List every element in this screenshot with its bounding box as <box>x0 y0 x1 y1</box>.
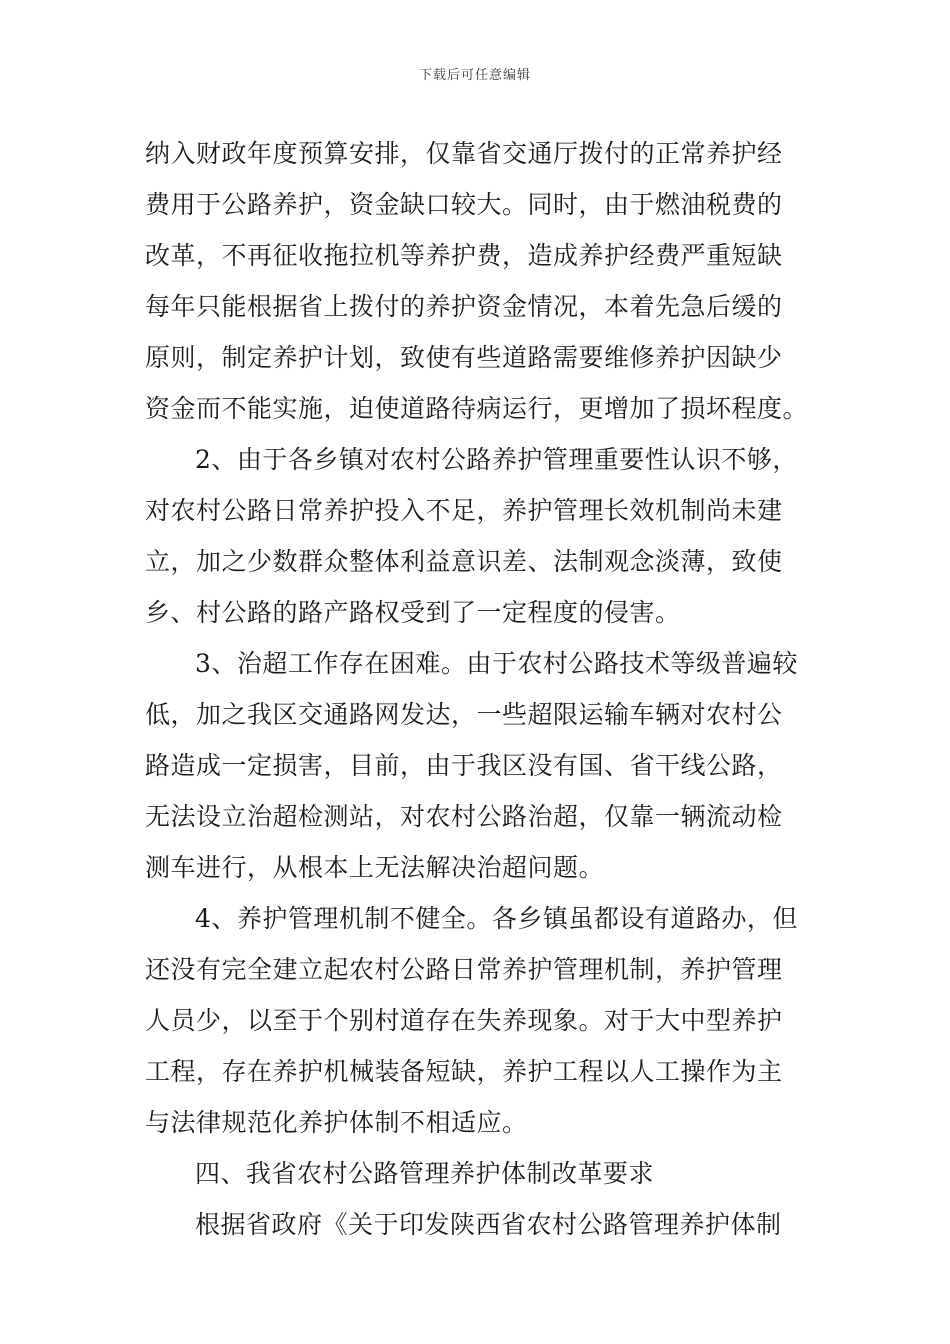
text-line: 乡、村公路的路产路权受到了一定程度的侵害。 <box>145 598 681 627</box>
text-line: 与法律规范化养护体制不相适应。 <box>145 1108 528 1137</box>
text-line: 还没有完全建立起农村公路日常养护管理机制，养护管理 <box>145 955 783 984</box>
text-line: 路造成一定损害，目前，由于我区没有国、省干线公路， <box>145 751 783 780</box>
page-header: 下载后可任意编辑 <box>418 68 531 83</box>
text-line: 低，加之我区交通路网发达，一些超限运输车辆对农村公 <box>145 700 783 729</box>
text-line: 立，加之少数群众整体利益意识差、法制观念淡薄，致使 <box>145 547 783 576</box>
text-line: 3、治超工作存在困难。由于农村公路技术等级普遍较 <box>195 649 798 678</box>
text-line: 2、由于各乡镇对农村公路养护管理重要性认识不够， <box>195 445 798 474</box>
text-line: 测车进行，从根本上无法解决治超问题。 <box>145 853 605 882</box>
text-line: 根据省政府《关于印发陕西省农村公路管理养护体制 <box>195 1210 782 1239</box>
text-line: 人员少，以至于个别村道存在失养现象。对于大中型养护 <box>145 1006 783 1035</box>
text-line: 每年只能根据省上拨付的养护资金情况，本着先急后缓的 <box>145 292 783 321</box>
text-line: 四、我省农村公路管理养护体制改革要求 <box>195 1159 655 1188</box>
text-line: 无法设立治超检测站，对农村公路治超，仅靠一辆流动检 <box>145 802 783 831</box>
document-body <box>145 128 810 1250</box>
text-line: 纳入财政年度预算安排，仅靠省交通厅拨付的正常养护经 <box>145 139 783 168</box>
text-line: 原则，制定养护计划，致使有些道路需要维修养护因缺少 <box>145 343 783 372</box>
text-line: 工程，存在养护机械装备短缺，养护工程以人工操作为主 <box>145 1057 783 1086</box>
text-line: 对农村公路日常养护投入不足，养护管理长效机制尚未建 <box>145 496 783 525</box>
text-line: 4、养护管理机制不健全。各乡镇虽都设有道路办，但 <box>195 904 798 933</box>
text-line: 资金而不能实施，迫使道路待病运行，更增加了损坏程度。 <box>145 394 809 423</box>
text-line: 改革，不再征收拖拉机等养护费，造成养护经费严重短缺 <box>145 241 783 270</box>
text-line: 费用于公路养护，资金缺口较大。同时，由于燃油税费的 <box>145 190 783 219</box>
